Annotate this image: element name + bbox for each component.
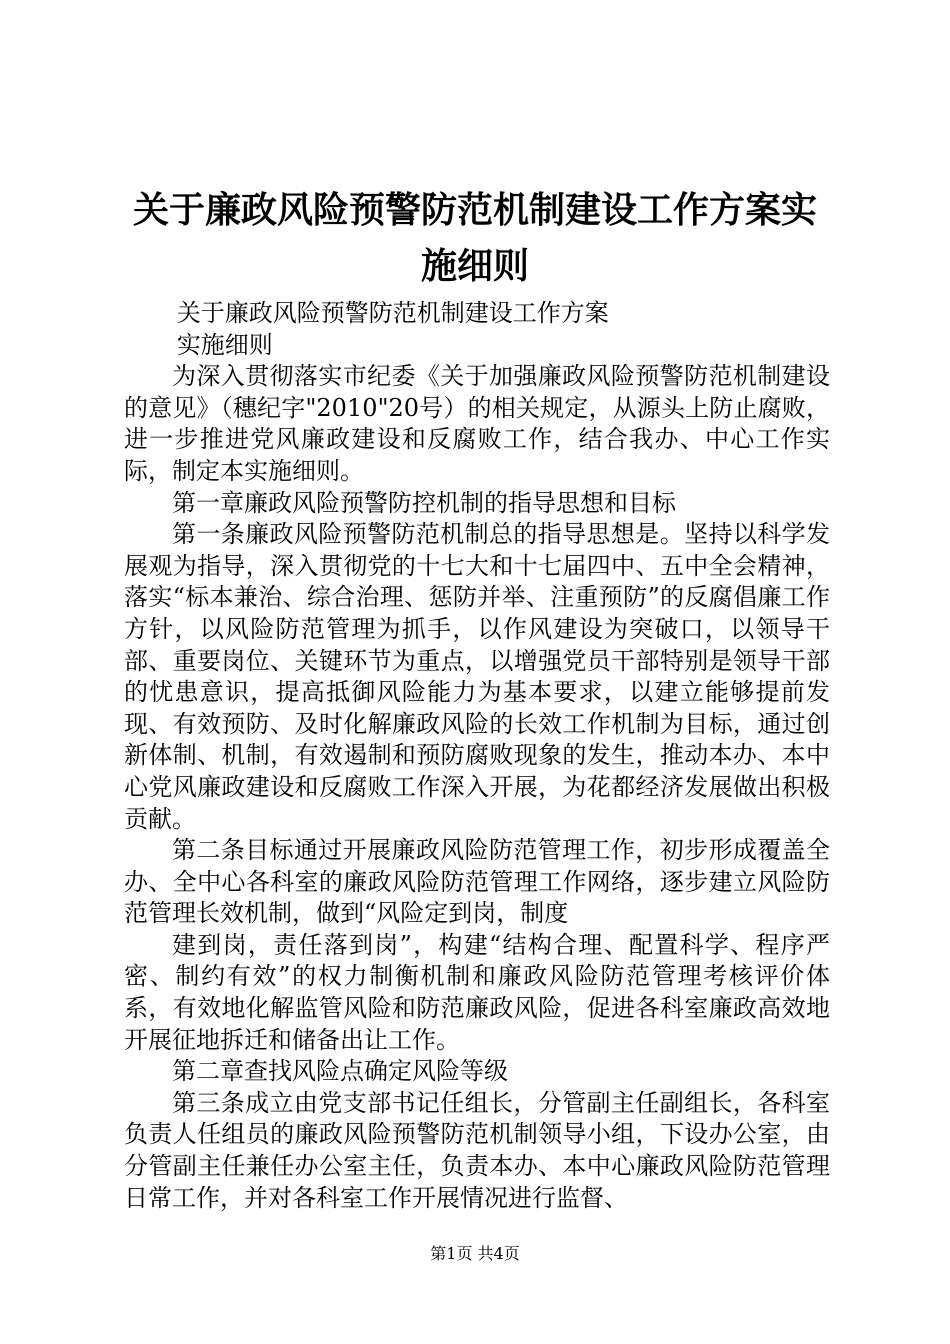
paragraph-article-2-cont: 建到岗，责任落到岗”，构建“结构合理、配置科学、程序严密、制约有效”的权力制衡机制和廉政风险防范管理考核评价体系，有效地化解监管风险和防范廉政风险，促进各科室廉政高效地开展征地拆迁和储备出让工作。 <box>124 930 830 1054</box>
paragraph-article-2: 第二条目标通过开展廉政风险防范管理工作，初步形成覆盖全办、全中心各科室的廉政风险防范管理工作网络，逐步建立风险防范管理长效机制，做到“风险定到岗，制度 <box>124 836 830 928</box>
document-body <box>124 298 830 1214</box>
subtitle-line-1: 关于廉政风险预警防范机制建设工作方案 <box>176 299 609 327</box>
subtitle-line-2: 实施细则 <box>176 330 273 359</box>
paragraph-article-1: 第一条廉政风险预警防范机制总的指导思想是。坚持以科学发展观为指导，深入贯彻党的十七大和十七届四中、五中全会精神，落实“标本兼治、综合治理、惩防并举、注重预防”的反腐倡廉工作方针，以风险防范管理为抓手，以作风建设为突破口，以领导干部、重要岗位、关键环节为重点，以增强党员干部特别是领导干部的忧患意识，提高抵御风险能力为基本要求，以建立能够提前发现、有效预防、及时化解廉政风险的长效工作机制为目标，通过创新体制、机制，有效遏制和预防腐败现象的发生，推动本办、本中心党风廉政建设和反腐败工作深入开展，为花都经济发展做出积极贡献。 <box>124 520 830 833</box>
chapter-heading-1: 第一章廉政风险预警防控机制的指导思想和目标 <box>172 488 676 517</box>
chapter-heading-2: 第二章查找风险点确定风险等级 <box>172 1057 508 1086</box>
paragraph-article-3: 第三条成立由党支部书记任组长，分管副主任副组长，各科室负责人任组员的廉政风险预警防范机制领导小组，下设办公室，由分管副主任兼任办公室主任，负责本办、本中心廉政风险防范管理日常工作，并对各科室工作开展情况进行监督、 <box>124 1088 830 1212</box>
paragraph-intro: 为深入贯彻落实市纪委《关于加强廉政风险预警防范机制建设的意见》（穗纪字"2010"20号）的相关规定，从源头上防止腐败，进一步推进党风廉政建设和反腐败工作，结合我办、中心工作实际，制定本实施细则。 <box>124 362 830 485</box>
document-title: 关于廉政风险预警防范机制建设工作方案实施细则 <box>132 189 817 287</box>
page-footer: 第1页 共4页 <box>430 1244 520 1263</box>
